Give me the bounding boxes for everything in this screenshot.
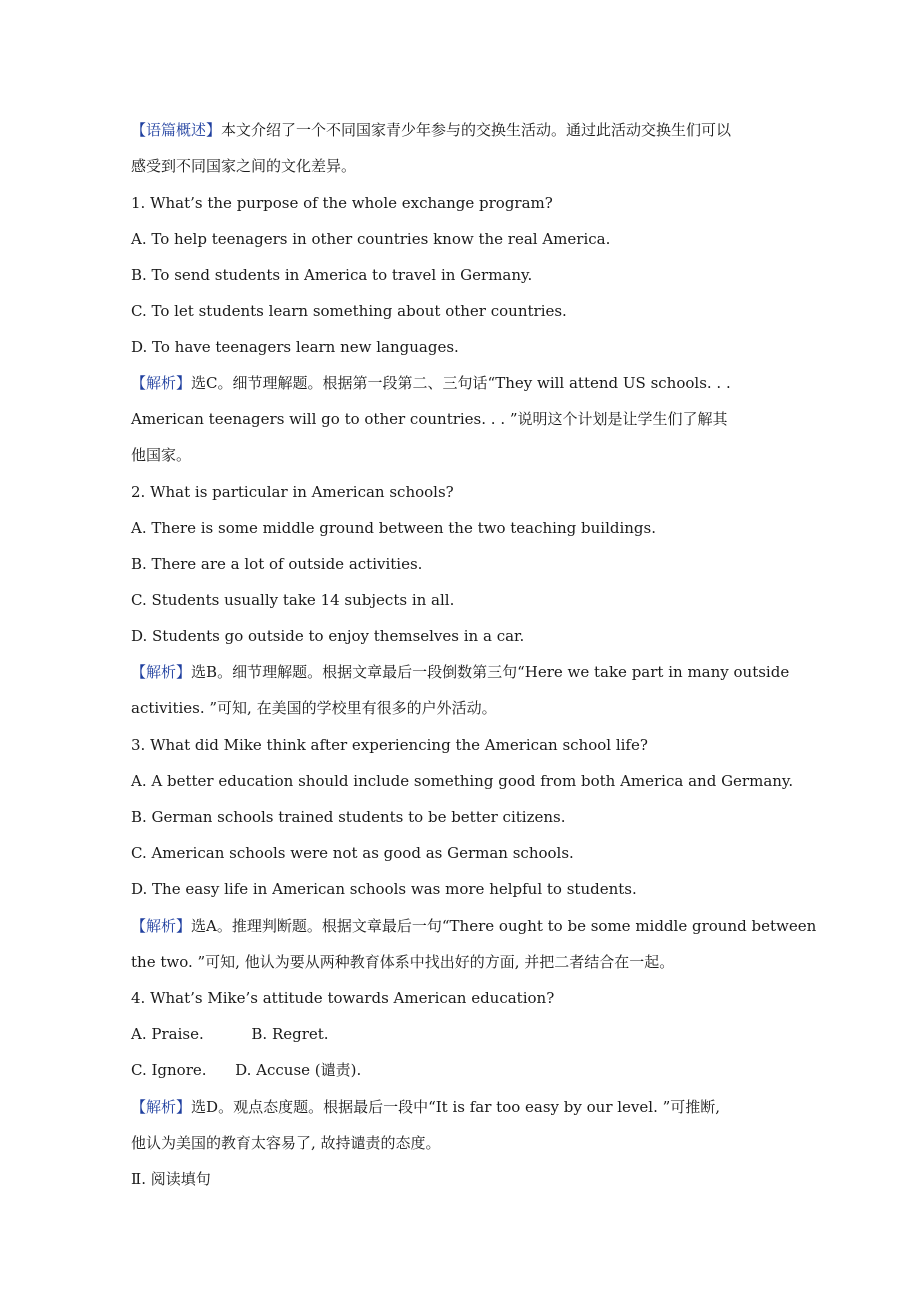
analysis-tag: 【 解析 】 bbox=[131, 663, 191, 681]
question-4-options-row-1: A. Praise. B. Regret. bbox=[131, 1025, 329, 1043]
question-2-option-b: B. There are a lot of outside activities. bbox=[131, 555, 423, 573]
question-4-analysis-line-2: 他认为美国的教育太容易了, 故持谴责的态度。 bbox=[131, 1134, 441, 1152]
question-3-stem: 3. What did Mike think after experiencing the American school life? bbox=[131, 736, 648, 754]
question-2-analysis-line-2: activities. ”可知, 在美国的学校里有很多的户外活动。 bbox=[131, 699, 497, 717]
section-heading: Ⅱ. 阅读填句 bbox=[131, 1170, 211, 1188]
question-2-stem: 2. What is particular in American schools? bbox=[131, 483, 454, 501]
question-2-option-c: C. Students usually take 14 subjects in all. bbox=[131, 591, 455, 609]
question-4-stem: 4. What’s Mike’s attitude towards American education? bbox=[131, 989, 555, 1007]
question-3-option-a: A. A better education should include something good from both America and Germany. bbox=[131, 772, 794, 790]
question-3-option-d: D. The easy life in American schools was more helpful to students. bbox=[131, 880, 637, 898]
question-1-analysis-line-3: 他国家。 bbox=[131, 446, 192, 464]
question-3-analysis-line-2: the two. ”可知, 他认为要从两种教育体系中找出好的方面, 并把二者结合在一起。 bbox=[131, 953, 675, 971]
question-1-option-d: D. To have teenagers learn new languages. bbox=[131, 338, 459, 356]
question-1-analysis-line-2: American teenagers will go to other countries. . . ”说明这个计划是让学生们了解其 bbox=[131, 410, 728, 428]
question-1-option-a: A. To help teenagers in other countries know the real America. bbox=[131, 230, 611, 248]
question-2-option-d: D. Students go outside to enjoy themselves in a car. bbox=[131, 627, 525, 645]
question-4-analysis-line-1: 【 解析 】 选D。观点态度题。根据最后一段中“It is far too easy by our level. ”可推断, bbox=[131, 1097, 831, 1117]
summary-line-1: 【 语篇概述 】 本文介绍了一个不同国家青少年参与的交换生活动。通过此活动交换生们可以 bbox=[131, 120, 831, 140]
question-2-analysis-line-1: 【 解析 】 选B。细节理解题。根据文章最后一段倒数第三句“Here we take part in many outside bbox=[131, 662, 831, 682]
question-3-analysis-line-1: 【 解析 】 选A。推理判断题。根据文章最后一句“There ought to be some middle ground between bbox=[131, 916, 831, 936]
question-3-option-b: B. German schools trained students to be better citizens. bbox=[131, 808, 566, 826]
analysis-tag: 【 解析 】 bbox=[131, 374, 191, 392]
summary-tag: 【 语篇概述 】 bbox=[131, 121, 221, 139]
question-1-option-c: C. To let students learn something about other countries. bbox=[131, 302, 567, 320]
analysis-tag: 【 解析 】 bbox=[131, 1098, 191, 1116]
question-3-option-c: C. American schools were not as good as German schools. bbox=[131, 844, 574, 862]
summary-line-2: 感受到不同国家之间的文化差异。 bbox=[131, 157, 357, 175]
question-4-options-row-2: C. Ignore. D. Accuse (谴责). bbox=[131, 1061, 362, 1079]
question-2-option-a: A. There is some middle ground between the two teaching buildings. bbox=[131, 519, 656, 537]
analysis-tag: 【 解析 】 bbox=[131, 917, 191, 935]
question-1-option-b: B. To send students in America to travel in Germany. bbox=[131, 266, 533, 284]
question-1-analysis-line-1: 【 解析 】 选C。细节理解题。根据第一段第二、三句话“They will attend US schools. . . bbox=[131, 373, 831, 393]
question-1-stem: 1. What’s the purpose of the whole exchange program? bbox=[131, 194, 553, 212]
